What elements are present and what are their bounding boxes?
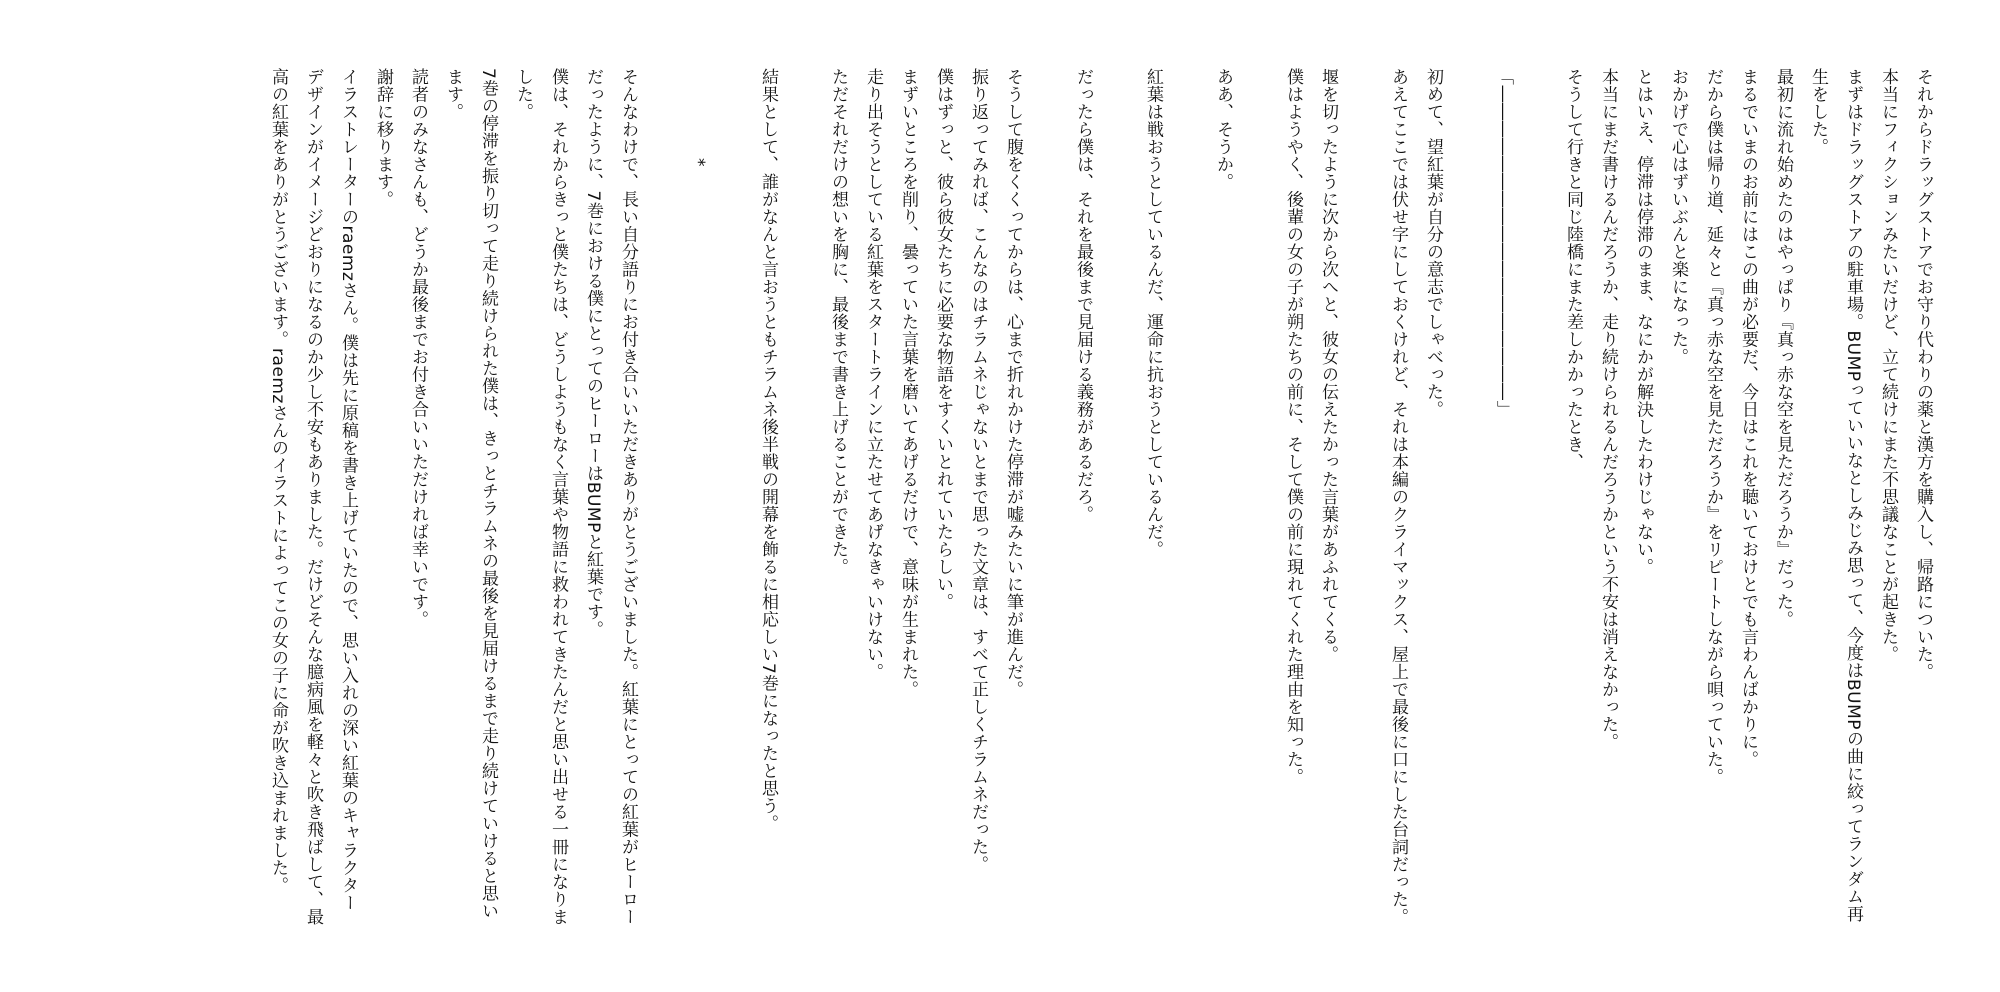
paragraph: そうして腹をくくってからは、心まで折れかけた停滞が嘘みたいに筆が進んだ。 xyxy=(1003,68,1023,698)
paragraph: まずいところを削り、曇っていた言葉を磨いてあげるだけで、意味が生まれた。 xyxy=(898,68,918,698)
paragraph: 僕は、それからきっと僕たちは、どうしようもなく言葉や物語に救われてきたんだと思い出せる一冊になりました。 xyxy=(513,68,568,926)
paragraph: それからドラッグストアでお守り代わりの薬と漢方を購入し、帰路についた。 xyxy=(1913,68,1933,681)
censored-dialogue: 「――――――――――――――――――」 xyxy=(1493,68,1513,418)
paragraph: だったら僕は、それを最後まで見届ける義務があるだろ。 xyxy=(1073,68,1093,523)
paragraph: だから僕は帰り道、延々と『真っ赤な空を見ただろうか』をリピートしながら唄っていた。 xyxy=(1703,68,1723,786)
paragraph: 本当にまだ書けるんだろうか、走り続けられるんだろうかという不安は消えなかった。 xyxy=(1598,68,1618,751)
paragraph: 初めて、望紅葉が自分の意志でしゃべった。 xyxy=(1423,68,1443,418)
paragraph: おかげで心はずいぶんと楽になった。 xyxy=(1668,68,1688,366)
paragraph: 読者のみなさんも、どうか最後までお付き合いいただければ幸いです。 xyxy=(408,68,428,628)
paragraph: イラストレーターのraemzさん。僕は先に原稿を書き上げていたので、思い入れの深い紅葉のキャラクターデザインがイメージどおりになるのか少し不安もありました。だけどそんな臆病風を軽々と吹き飛ばして、最高の紅葉をありがとうございます。raemzさんのイラストによってこの女の子に命が吹き込まれました。 xyxy=(268,68,358,926)
paragraph: あえてここでは伏せ字にしておくけれど、それは本編のクライマックス、屋上で最後に口にした台詞だった。 xyxy=(1388,68,1408,926)
paragraph: 僕はずっと、彼ら彼女たちに必要な物語をすくいとれていたらしい。 xyxy=(933,68,953,611)
paragraph: 走り出そうとしている紅葉をスタートラインに立たせてあげなきゃいけない。 xyxy=(863,68,883,681)
paragraph: とはいえ、停滞は停滞のまま、なにかが解決したわけじゃない。 xyxy=(1633,68,1653,576)
paragraph: まるでいまのお前にはこの曲が必要だ、今日はこれを聴いておけとでも言わんばかりに。 xyxy=(1738,68,1758,768)
paragraph: 本当にフィクションみたいだけど、立て続けにまた不思議なことが起きた。 xyxy=(1878,68,1898,663)
paragraph: 7巻の停滞を振り切って走り続けられた僕は、きっとチラムネの最後を見届けるまで走り続けていけると思います。 xyxy=(443,68,498,920)
paragraph: そんなわけで、長い自分語りにお付き合いいただきありがとうございました。紅葉にとっての紅葉がヒーローだったように、7巻における僕にとってのヒーローはBUMPと紅葉です。 xyxy=(583,68,638,926)
paragraph: 堰を切ったように次から次へと、彼女の伝えたかった言葉があふれてくる。 xyxy=(1318,68,1338,663)
section-break-asterisk: * xyxy=(688,158,708,167)
paragraph: 最初に流れ始めたのはやっぱり『真っ赤な空を見ただろうか』だった。 xyxy=(1773,68,1793,628)
paragraph: 結果として、誰がなんと言おうともチラムネ後半戦の開幕を飾るに相応しい7巻になったと思う。 xyxy=(758,68,778,832)
paragraph: 謝辞に移ります。 xyxy=(373,68,393,208)
paragraph: 振り返ってみれば、こんなのはチラムネじゃないとまで思った文章は、すべて正しくチラムネだった。 xyxy=(968,68,988,873)
paragraph: 紅葉は戦おうとしているんだ、運命に抗おうとしているんだ。 xyxy=(1143,68,1163,558)
paragraph: そうして行きと同じ陸橋にまた差しかかったとき、 xyxy=(1563,68,1583,471)
paragraph: ただそれだけの想いを胸に、最後まで書き上げることができた。 xyxy=(828,68,848,576)
paragraph: ああ、そうか。 xyxy=(1213,68,1233,191)
paragraph: まずはドラッグストアの駐車場。BUMPっていいなとしみじみ思って、今度はBUMPの曲に絞ってランダム再生をした。 xyxy=(1808,68,1863,923)
paragraph: 僕はようやく、後輩の女の子が朔たちの前に、そして僕の前に現れてくれた理由を知った。 xyxy=(1283,68,1303,786)
vertical-text-body xyxy=(260,68,1940,928)
